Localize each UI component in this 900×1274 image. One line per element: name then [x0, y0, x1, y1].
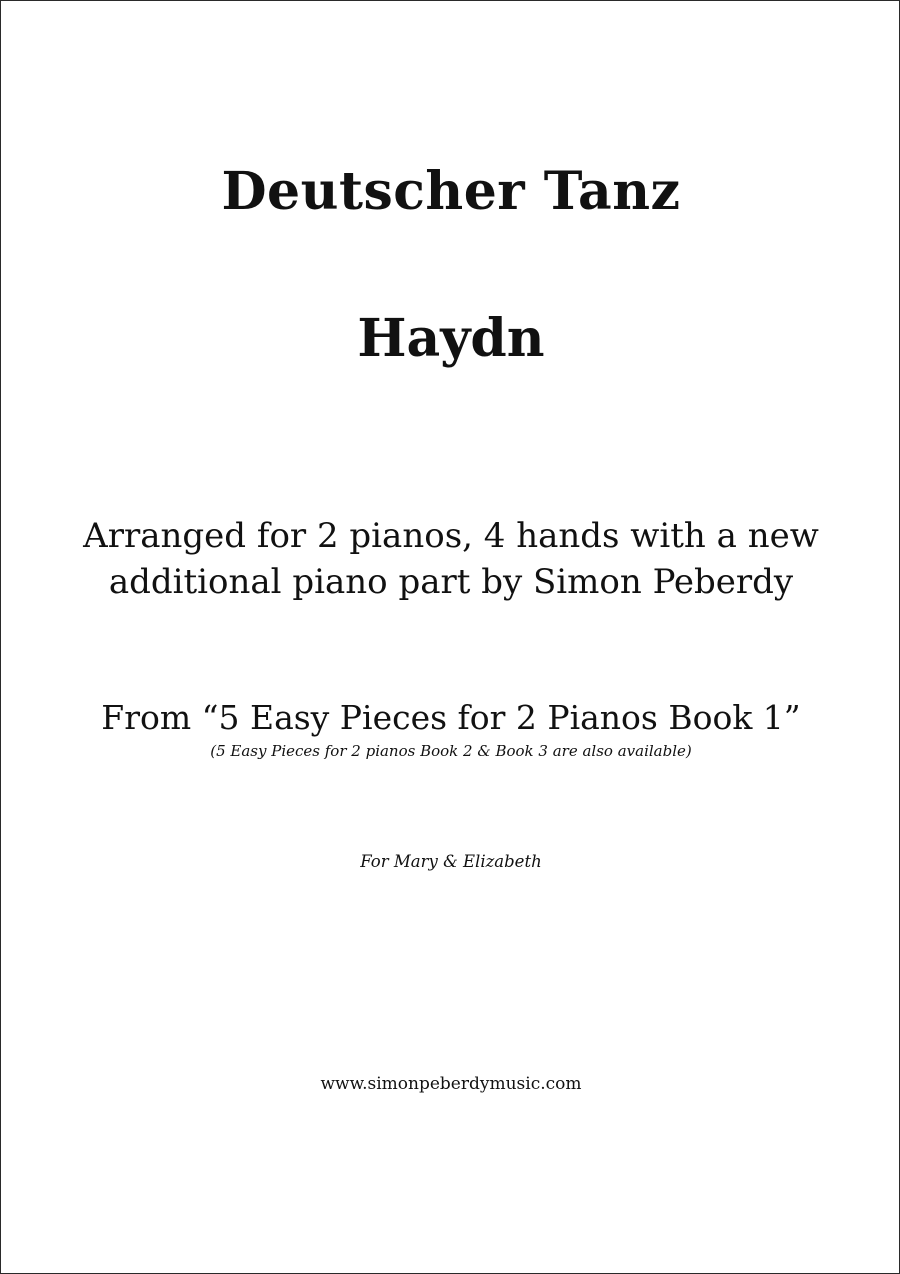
dedication: For Mary & Elizabeth — [360, 852, 542, 871]
composer-name: Haydn — [357, 308, 545, 369]
source-collection: From “5 Easy Pieces for 2 Pianos Book 1” — [101, 698, 801, 737]
arrangement-line-2: additional piano part by Simon Peberdy — [108, 562, 794, 602]
page-title: Deutscher Tanz — [221, 161, 681, 222]
availability-note: (5 Easy Pieces for 2 pianos Book 2 & Book 3 are also available) — [210, 742, 692, 760]
website-url: www.simonpeberdymusic.com — [320, 1074, 582, 1094]
arrangement-line-1: Arranged for 2 pianos, 4 hands with a new — [83, 516, 819, 556]
